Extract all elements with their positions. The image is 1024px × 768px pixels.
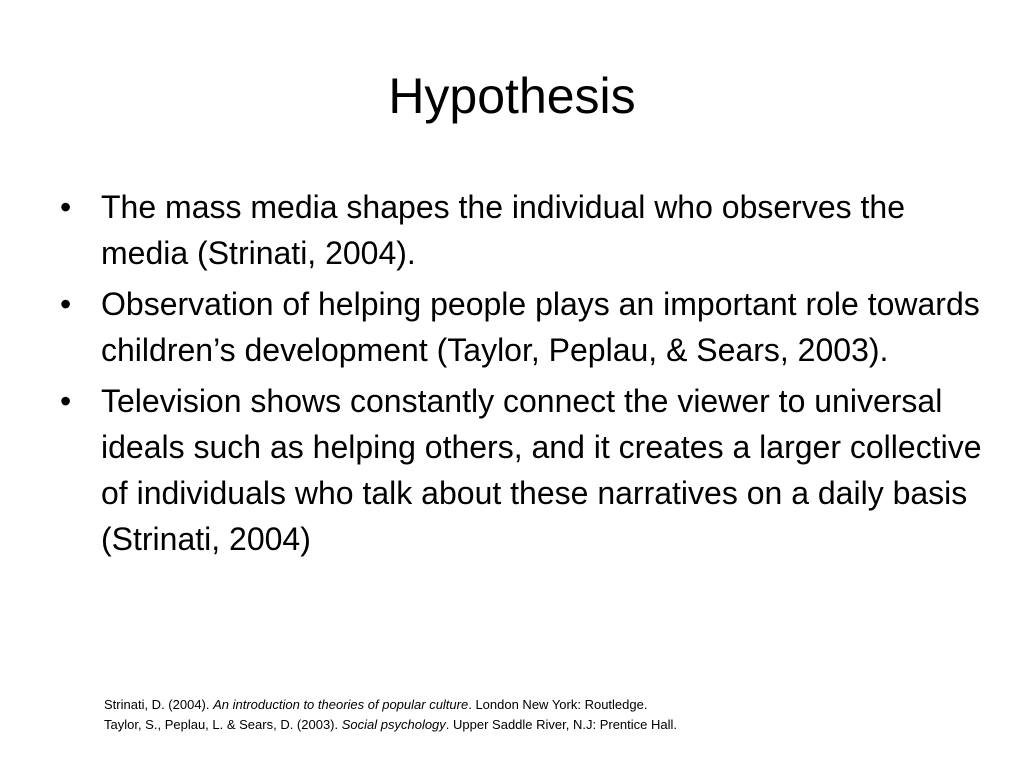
bullet-text: The mass media shapes the individual who observes the media (Strinati, 2004).	[101, 189, 905, 271]
bullet-icon: •	[60, 286, 72, 322]
reference-author: Taylor, S., Peplau, L. & Sears, D. (2003).	[104, 717, 342, 732]
slide-title: Hypothesis	[388, 68, 636, 124]
bullet-icon: •	[60, 383, 72, 419]
bullet-item	[58, 378, 988, 562]
reference-item	[104, 715, 984, 735]
references	[104, 695, 984, 735]
bullet-item	[58, 184, 988, 276]
reference-publisher: . Upper Saddle River, N.J: Prentice Hall.	[445, 717, 678, 732]
bullet-text: Observation of helping people plays an important role towards children’s development (Taylor, Peplau, & Sears, 2003).	[101, 286, 980, 368]
bullet-item	[58, 281, 988, 373]
reference-publisher: . London New York: Routledge.	[468, 697, 648, 712]
reference-item	[104, 695, 984, 715]
bullet-text: Television shows constantly connect the viewer to universal ideals such as helping others, and it creates a larger collective of individuals who talk about these narratives on a daily basis (Strinati, 2004)	[101, 383, 982, 557]
reference-title: Social psychology	[341, 717, 446, 732]
reference-author: Strinati, D. (2004).	[104, 697, 214, 712]
bullet-icon: •	[60, 189, 72, 225]
bullet-list	[58, 184, 988, 567]
reference-title: An introduction to theories of popular culture	[213, 697, 469, 712]
